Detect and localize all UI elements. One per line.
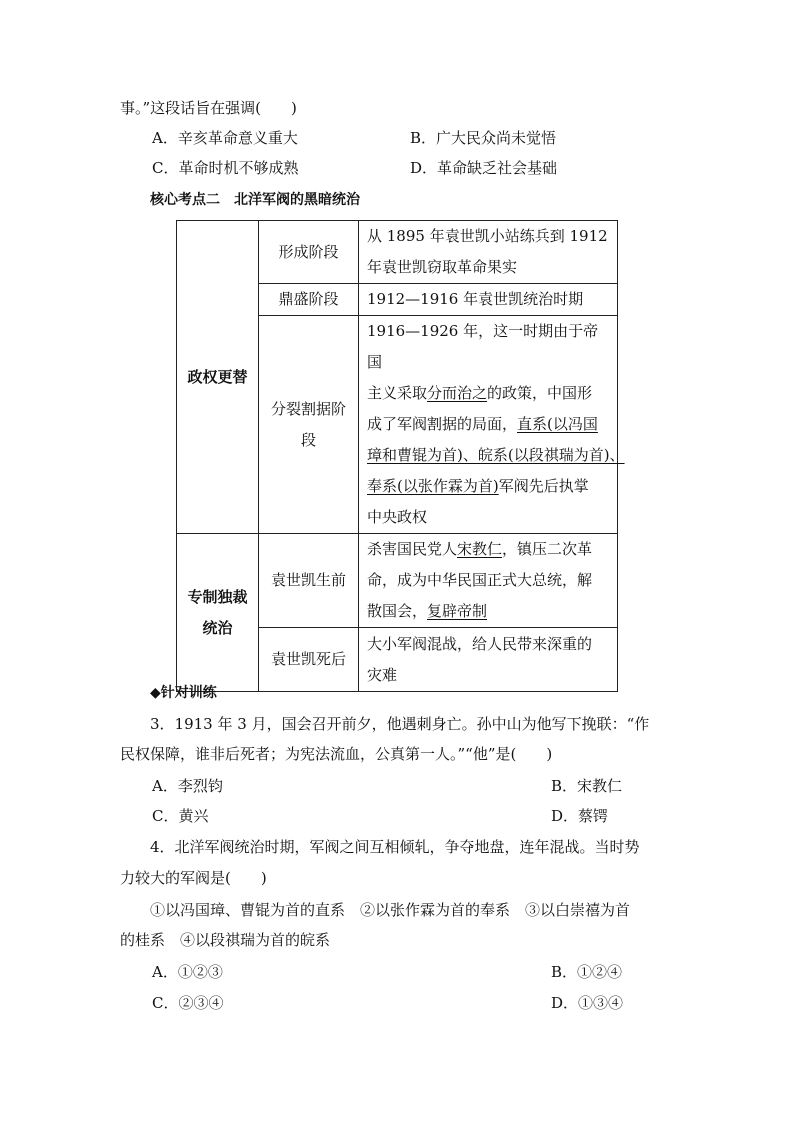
q4-option-a[interactable]: A．①②③ <box>152 963 223 981</box>
training-heading: ◆针对训练 <box>150 685 217 701</box>
table-row <box>177 221 618 284</box>
sub-line: 分裂割据阶 <box>270 399 346 418</box>
q3-option-a[interactable]: A．李烈钧 <box>152 777 223 795</box>
stage-yuan-dead-desc <box>359 628 618 692</box>
desc-line <box>367 440 625 471</box>
desc-line: 从 1895 年袁世凯小站练兵到 1912 <box>367 227 608 245</box>
question-stem-tail: 事。”这段话旨在强调( ) <box>120 99 297 117</box>
stage-yuan-alive: 袁世凯生前 <box>259 534 359 628</box>
underlined-term: 分而治之 <box>427 384 488 402</box>
q4-stem-line: 力较大的军阀是( ) <box>120 869 267 887</box>
q4-option-d[interactable]: D．①③④ <box>551 994 624 1012</box>
q4-stem-line: 4．北洋军阀统治时期，军阀之间互相倾轧，争夺地盘，连年混战。当时势 <box>150 838 640 856</box>
q3-stem-line: 3．1913 年 3 月，国会召开前夕，他遇刺身亡。孙中山为他写下挽联：“作 <box>150 715 650 733</box>
option-a[interactable]: A．辛亥革命意义重大 <box>152 129 298 147</box>
text: 主义采取 <box>367 384 428 402</box>
text: 军阀先后执掌 <box>498 477 589 495</box>
desc-line: 中央政权 <box>367 508 428 526</box>
desc-line: 1912—1916 年袁世凯统治时期 <box>367 290 584 308</box>
q3-option-b[interactable]: B．宋教仁 <box>551 777 623 795</box>
desc-line: 命，成为中华民国正式大总统，解 <box>367 571 593 589</box>
stage-peak: 鼎盛阶段 <box>259 284 359 316</box>
underlined-term: 璋和曹锟为首)、皖系(以段祺瑞为首)、 <box>367 446 625 464</box>
option-c[interactable]: C．革命时机不够成熟 <box>152 159 299 177</box>
q4-stem-line: 的桂系 ④以段祺瑞为首的皖系 <box>120 931 331 949</box>
q3-stem-line: 民权保障，谁非后死者；为宪法流血，公真第一人。”“他”是( ) <box>120 745 553 763</box>
q4-stem-line: ①以冯国璋、曹锟为首的直系 ②以张作霖为首的奉系 ③以白崇禧为首 <box>150 901 631 919</box>
category-regime-change: 政权更替 <box>177 221 259 534</box>
text: 的政策，中国形 <box>487 384 593 402</box>
underlined-term: 宋教仁 <box>457 540 503 558</box>
stage-peak-desc <box>359 284 618 316</box>
q4-option-b[interactable]: B．①②④ <box>551 963 623 981</box>
desc-line <box>367 471 609 502</box>
underlined-term: 奉系(以张作霖为首) <box>367 477 499 495</box>
stage-formation: 形成阶段 <box>259 221 359 284</box>
stage-split <box>259 316 359 534</box>
desc-line: 大小军阀混战，给人民带来深重的 <box>367 634 593 653</box>
knowledge-table <box>176 220 625 692</box>
stage-formation-desc <box>359 221 618 284</box>
desc-line <box>367 534 609 565</box>
table-row <box>177 534 618 628</box>
sub-line: 段 <box>300 430 316 449</box>
cat-line: 统治 <box>202 618 233 637</box>
stage-yuan-dead: 袁世凯死后 <box>259 628 359 692</box>
desc-line: 灾难 <box>367 665 398 684</box>
q3-option-d[interactable]: D．蔡锷 <box>551 807 609 825</box>
desc-line <box>367 596 609 627</box>
category-autocracy <box>177 534 259 692</box>
section-title: 核心考点二 北洋军阀的黑暗统治 <box>150 192 360 208</box>
desc-line: 1916—1926 年，这一时期由于帝国 <box>367 322 599 371</box>
cat-line: 专制独裁 <box>187 587 248 606</box>
option-d[interactable]: D．革命缺乏社会基础 <box>410 159 558 177</box>
stage-split-desc <box>359 316 625 534</box>
text: 散国会， <box>367 602 428 620</box>
desc-line <box>367 409 609 440</box>
underlined-term: 复辟帝制 <box>427 602 488 620</box>
text: 杀害国民党人 <box>367 540 458 558</box>
desc-line: 年袁世凯窃取革命果实 <box>367 258 518 276</box>
option-b[interactable]: B．广大民众尚未觉悟 <box>410 129 557 147</box>
underlined-term: 直系(以冯国 <box>517 415 598 433</box>
text: 成了军阀割据的局面， <box>367 415 518 433</box>
q4-option-c[interactable]: C．②③④ <box>152 994 224 1012</box>
stage-yuan-alive-desc <box>359 534 618 628</box>
desc-line <box>367 378 609 409</box>
text: ，镇压二次革 <box>502 540 593 558</box>
q3-option-c[interactable]: C．黄兴 <box>152 807 209 825</box>
